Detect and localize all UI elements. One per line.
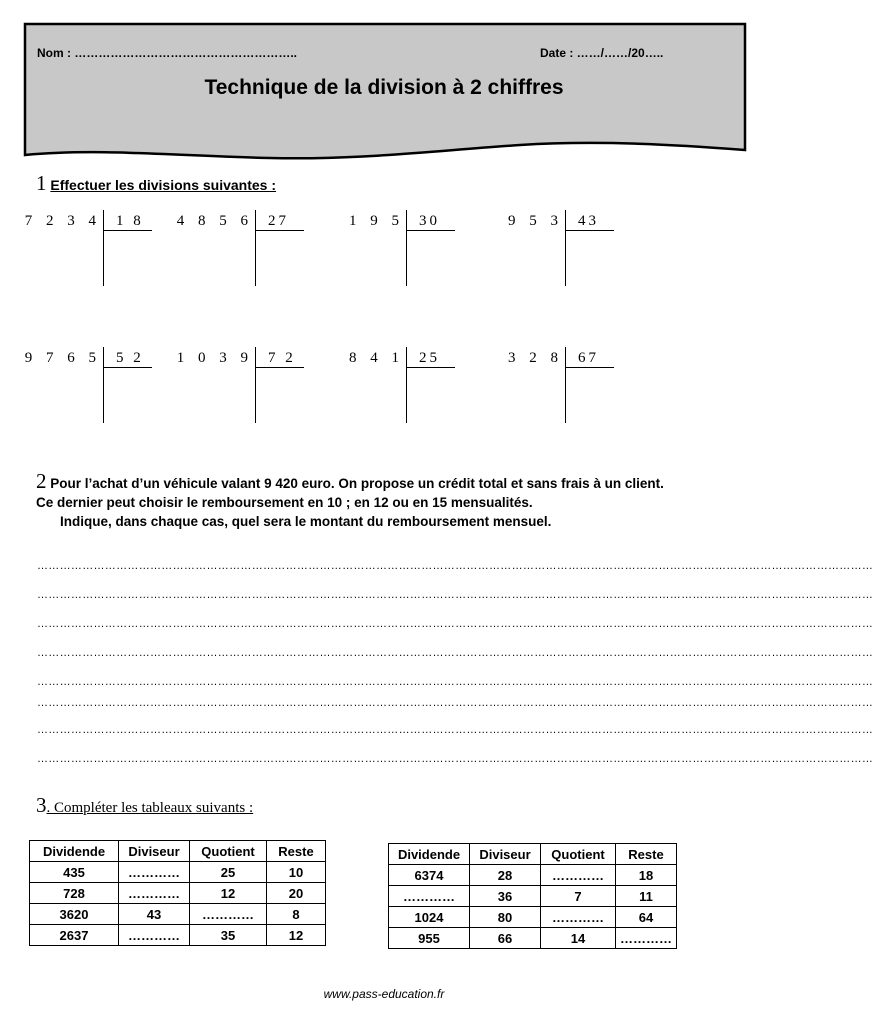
answer-line[interactable]: …………………………………………………………………………………………………………………………………………………………………………………………………… — [37, 589, 873, 601]
table-row — [389, 865, 677, 886]
division-bar-vertical — [565, 347, 566, 423]
col-header-dividend: Dividende — [389, 844, 470, 865]
division-table-2 — [388, 843, 677, 949]
blank-cell[interactable]: ………… — [190, 904, 267, 925]
dividend: 9 5 3 — [508, 213, 563, 229]
divisor: 43 — [578, 213, 599, 229]
table-row — [389, 886, 677, 907]
table-row — [30, 904, 326, 925]
section-3-instruction: Compléter les tableaux suivants : — [54, 800, 254, 816]
table-cell: 18 — [616, 865, 677, 886]
blank-cell[interactable]: ………… — [541, 865, 616, 886]
table-cell: 12 — [267, 925, 326, 946]
blank-cell[interactable]: ………… — [119, 925, 190, 946]
table-cell: 11 — [616, 886, 677, 907]
table-row — [389, 907, 677, 928]
divisor: 7 2 — [268, 350, 296, 366]
problem-line-1: Pour l’achat d’un véhicule valant 9 420 euro. On propose un crédit total et sans frais à un client. — [50, 476, 664, 491]
col-header-quotient: Quotient — [541, 844, 616, 865]
table-cell: 35 — [190, 925, 267, 946]
table-row — [389, 928, 677, 949]
table-cell: 435 — [30, 862, 119, 883]
table-cell: 955 — [389, 928, 470, 949]
table-cell: 12 — [190, 883, 267, 904]
blank-cell[interactable]: ………… — [616, 928, 677, 949]
table-cell: 36 — [470, 886, 541, 907]
table-cell: 64 — [616, 907, 677, 928]
divisor: 27 — [268, 213, 289, 229]
blank-cell[interactable]: ………… — [119, 862, 190, 883]
table-cell: 66 — [470, 928, 541, 949]
table-cell: 20 — [267, 883, 326, 904]
table-row — [30, 883, 326, 904]
table-cell: 7 — [541, 886, 616, 907]
table-cell: 8 — [267, 904, 326, 925]
section-1-number: 1 — [36, 171, 47, 195]
dividend: 7 2 3 4 — [24, 213, 101, 229]
dividend: 8 4 1 — [349, 350, 404, 366]
footer-website: www.pass-education.fr — [323, 987, 445, 1001]
page-title: Technique de la division à 2 chiffres — [204, 76, 564, 99]
section-3-number: 3 — [36, 793, 47, 817]
dividend: 3 2 8 — [508, 350, 563, 366]
blank-cell[interactable]: ………… — [541, 907, 616, 928]
division-problem — [0, 350, 768, 460]
col-header-quotient: Quotient — [190, 841, 267, 862]
table-cell: 2637 — [30, 925, 119, 946]
divisor: 1 8 — [116, 213, 144, 229]
divisor: 67 — [578, 350, 599, 366]
division-bar-horizontal — [565, 230, 614, 231]
divisor: 25 — [419, 350, 440, 366]
table-cell: 3620 — [30, 904, 119, 925]
divisor: 30 — [419, 213, 440, 229]
col-header-divisor: Diviseur — [119, 841, 190, 862]
date-field-label: Date : ……/……/20….. — [540, 46, 664, 60]
division-bar-horizontal — [565, 367, 614, 368]
division-problem — [0, 213, 768, 323]
dividend: 1 0 3 9 — [176, 350, 253, 366]
table-row — [30, 925, 326, 946]
col-header-divisor: Diviseur — [470, 844, 541, 865]
col-header-remainder: Reste — [616, 844, 677, 865]
divisor: 5 2 — [116, 350, 144, 366]
table-row — [30, 862, 326, 883]
division-bar-vertical — [565, 210, 566, 286]
answer-line[interactable]: …………………………………………………………………………………………………………………………………………………………………………………………………… — [37, 697, 873, 709]
name-field-label: Nom : ……………………………………………….. — [37, 46, 297, 60]
answer-line[interactable]: …………………………………………………………………………………………………………………………………………………………………………………………………… — [37, 676, 873, 688]
dividend: 4 8 5 6 — [176, 213, 253, 229]
answer-line[interactable]: …………………………………………………………………………………………………………………………………………………………………………………………………… — [37, 647, 873, 659]
dividend: 1 9 5 — [349, 213, 404, 229]
section-1-instruction: Effectuer les divisions suivantes : — [50, 177, 277, 193]
section-2-number: 2 — [36, 469, 47, 493]
table-cell: 1024 — [389, 907, 470, 928]
table-cell: 80 — [470, 907, 541, 928]
table-cell: 10 — [267, 862, 326, 883]
table-cell: 43 — [119, 904, 190, 925]
answer-line[interactable]: …………………………………………………………………………………………………………………………………………………………………………………………………… — [37, 724, 873, 736]
section-3-heading: 3. Compléter les tableaux suivants : — [36, 793, 254, 817]
answer-line[interactable]: …………………………………………………………………………………………………………………………………………………………………………………………………… — [37, 560, 873, 572]
col-header-remainder: Reste — [267, 841, 326, 862]
table-cell: 6374 — [389, 865, 470, 886]
problem-line-3: Indique, dans chaque cas, quel sera le montant du remboursement mensuel. — [60, 514, 552, 529]
table-cell: 728 — [30, 883, 119, 904]
problem-line-2: Ce dernier peut choisir le remboursement en 10 ; en 12 ou en 15 mensualités. — [36, 495, 533, 510]
table-cell: 28 — [470, 865, 541, 886]
blank-cell[interactable]: ………… — [119, 883, 190, 904]
section-1-heading — [36, 171, 276, 196]
dividend: 9 7 6 5 — [24, 350, 101, 366]
col-header-dividend: Dividende — [30, 841, 119, 862]
division-table-1 — [29, 840, 326, 946]
table-cell: 25 — [190, 862, 267, 883]
table-cell: 14 — [541, 928, 616, 949]
blank-cell[interactable]: ………… — [389, 886, 470, 907]
answer-line[interactable]: …………………………………………………………………………………………………………………………………………………………………………………………………… — [37, 753, 873, 765]
section-2-problem — [36, 469, 736, 531]
answer-line[interactable]: …………………………………………………………………………………………………………………………………………………………………………………………………… — [37, 618, 873, 630]
